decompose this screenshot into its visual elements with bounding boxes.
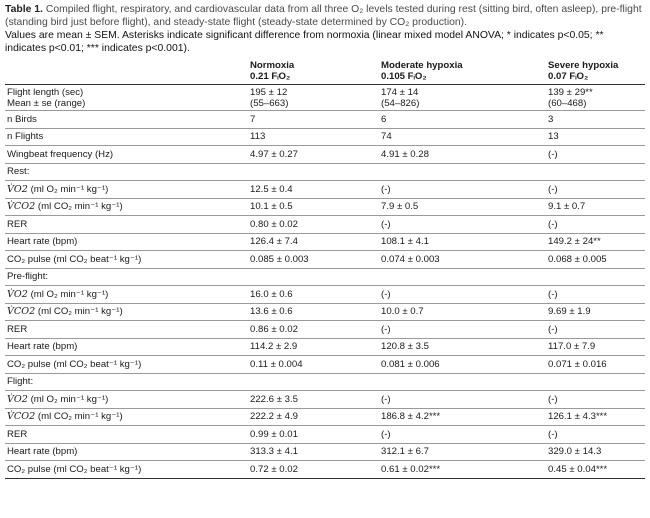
cell-line: (54–826): [381, 97, 420, 109]
cell: (-): [379, 426, 546, 444]
label-unit: (ml O₂ min⁻¹ kg⁻¹): [30, 183, 109, 195]
table-row: [5, 391, 645, 409]
section-preflight: Pre-flight:: [5, 268, 645, 286]
v-co2-symbol: V̇CO2: [7, 411, 36, 423]
caption-text: Compiled flight, respiratory, and cardiovascular data from all three O₂ levels tested during rest (sitting bird, often asleep), pre-flight (standing bird just before flight), and steady-state flight (steady-state determined by CO₂ production).: [5, 4, 642, 28]
table-row: [5, 128, 645, 146]
cell: 16.0 ± 0.6: [248, 286, 379, 304]
row-label: RER: [5, 321, 248, 339]
section-row: [5, 373, 645, 391]
label-line: Mean ± se (range): [7, 97, 86, 109]
label-unit: (ml CO₂ min⁻¹ kg⁻¹): [37, 411, 123, 423]
cell: 0.074 ± 0.003: [379, 251, 546, 269]
row-label: [5, 286, 248, 304]
cell: (-): [546, 286, 645, 304]
cell: 0.86 ± 0.02: [248, 321, 379, 339]
cell: [248, 85, 379, 111]
v-co2-symbol: V̇CO2: [7, 201, 36, 213]
v-o2-symbol: V̇O2: [7, 393, 28, 405]
cell: 0.45 ± 0.04***: [546, 461, 645, 479]
row-label: RER: [5, 426, 248, 444]
cell-line: 174 ± 14: [381, 86, 419, 98]
cell: 222.6 ± 3.5: [248, 391, 379, 409]
cell: 0.80 ± 0.02: [248, 216, 379, 234]
v-co2-symbol: V̇CO2: [7, 306, 36, 318]
cell: [546, 85, 645, 111]
table-row: [5, 111, 645, 129]
header-empty: [5, 59, 248, 85]
cell: 313.3 ± 4.1: [248, 443, 379, 461]
table-row: [5, 181, 645, 199]
column-sub: 0.07 FᵢO₂: [548, 71, 589, 82]
row-label: Heart rate (bpm): [5, 233, 248, 251]
cell: 117.0 ± 7.9: [546, 338, 645, 356]
row-label: [5, 303, 248, 321]
table-row: [5, 426, 645, 444]
table-row: [5, 443, 645, 461]
label-unit: (ml CO₂ min⁻¹ kg⁻¹): [37, 306, 123, 318]
v-o2-symbol: V̇O2: [7, 288, 28, 300]
section-row: [5, 163, 645, 181]
cell: 149.2 ± 24**: [546, 233, 645, 251]
cell: 0.11 ± 0.004: [248, 356, 379, 374]
table-row: [5, 216, 645, 234]
cell-line: (60–468): [548, 97, 587, 109]
row-label: CO₂ pulse (ml CO₂ beat⁻¹ kg⁻¹): [5, 251, 248, 269]
section-flight: Flight:: [5, 373, 645, 391]
cell: (-): [546, 426, 645, 444]
column-name: Normoxia: [250, 60, 295, 71]
column-name: Severe hypoxia: [548, 60, 619, 71]
label-unit: (ml O₂ min⁻¹ kg⁻¹): [30, 288, 109, 300]
cell: 7: [248, 111, 379, 129]
cell: 6: [379, 111, 546, 129]
table-row: [5, 251, 645, 269]
row-label: n Birds: [5, 111, 248, 129]
cell: 9.69 ± 1.9: [546, 303, 645, 321]
row-label: [5, 181, 248, 199]
cell: 7.9 ± 0.5: [379, 198, 546, 216]
header-moderate-hypoxia: [379, 59, 546, 85]
table-caption: [5, 3, 645, 29]
cell: 312.1 ± 6.7: [379, 443, 546, 461]
cell: (-): [379, 181, 546, 199]
column-sub: 0.105 FᵢO₂: [381, 71, 427, 82]
row-label: n Flights: [5, 128, 248, 146]
cell: 4.91 ± 0.28: [379, 146, 546, 164]
table-row: [5, 356, 645, 374]
row-label: CO₂ pulse (ml CO₂ beat⁻¹ kg⁻¹): [5, 461, 248, 479]
header-severe-hypoxia: [546, 59, 645, 85]
cell: 126.4 ± 7.4: [248, 233, 379, 251]
cell: 186.8 ± 4.2***: [379, 408, 546, 426]
cell: 9.1 ± 0.7: [546, 198, 645, 216]
table-row: [5, 233, 645, 251]
section-rest: Rest:: [5, 163, 645, 181]
cell: 114.2 ± 2.9: [248, 338, 379, 356]
cell: 0.081 ± 0.006: [379, 356, 546, 374]
row-label: Wingbeat frequency (Hz): [5, 146, 248, 164]
cell: [379, 85, 546, 111]
cell: 113: [248, 128, 379, 146]
cell: 0.99 ± 0.01: [248, 426, 379, 444]
table-row: [5, 321, 645, 339]
row-label: Heart rate (bpm): [5, 338, 248, 356]
row-label: [5, 198, 248, 216]
cell: (-): [546, 216, 645, 234]
cell: (-): [379, 216, 546, 234]
table-row: [5, 85, 645, 111]
v-o2-symbol: V̇O2: [7, 183, 28, 195]
data-table: [5, 59, 645, 479]
cell: (-): [379, 391, 546, 409]
cell: 4.97 ± 0.27: [248, 146, 379, 164]
cell: 0.61 ± 0.02***: [379, 461, 546, 479]
cell-line: 195 ± 12: [250, 86, 288, 98]
cell-line: (55–663): [250, 97, 289, 109]
cell: (-): [379, 321, 546, 339]
table-row: [5, 146, 645, 164]
cell: 10.0 ± 0.7: [379, 303, 546, 321]
cell: (-): [379, 286, 546, 304]
label-unit: (ml O₂ min⁻¹ kg⁻¹): [30, 393, 109, 405]
cell: 0.72 ± 0.02: [248, 461, 379, 479]
label-unit: (ml CO₂ min⁻¹ kg⁻¹): [37, 201, 123, 213]
row-label: CO₂ pulse (ml CO₂ beat⁻¹ kg⁻¹): [5, 356, 248, 374]
cell: 108.1 ± 4.1: [379, 233, 546, 251]
table-row: [5, 461, 645, 479]
cell-line: 139 ± 29**: [548, 86, 593, 98]
cell: (-): [546, 391, 645, 409]
cell: 10.1 ± 0.5: [248, 198, 379, 216]
header-row: [5, 59, 645, 85]
cell: 0.071 ± 0.016: [546, 356, 645, 374]
cell: 0.068 ± 0.005: [546, 251, 645, 269]
cell: 3: [546, 111, 645, 129]
cell: 329.0 ± 14.3: [546, 443, 645, 461]
cell: 13.6 ± 0.6: [248, 303, 379, 321]
section-row: [5, 268, 645, 286]
header-normoxia: [248, 59, 379, 85]
label-line: Flight length (sec): [7, 86, 84, 98]
cell: 222.2 ± 4.9: [248, 408, 379, 426]
cell: (-): [546, 321, 645, 339]
row-label: [5, 391, 248, 409]
row-label: [5, 408, 248, 426]
column-name: Moderate hypoxia: [381, 60, 463, 71]
cell: 13: [546, 128, 645, 146]
cell: 120.8 ± 3.5: [379, 338, 546, 356]
row-label: RER: [5, 216, 248, 234]
row-label: Heart rate (bpm): [5, 443, 248, 461]
table-row: [5, 286, 645, 304]
cell: 12.5 ± 0.4: [248, 181, 379, 199]
table-row: [5, 303, 645, 321]
cell: 74: [379, 128, 546, 146]
table-row: [5, 338, 645, 356]
row-label: [5, 85, 248, 111]
cell: (-): [546, 146, 645, 164]
cell: 126.1 ± 4.3***: [546, 408, 645, 426]
cell: (-): [546, 181, 645, 199]
table-row: [5, 198, 645, 216]
column-sub: 0.21 FᵢO₂: [250, 71, 291, 82]
table-row: [5, 408, 645, 426]
table-note: Values are mean ± SEM. Asterisks indicate significant difference from normoxia (linear mixed model ANOVA; * indicates p<0.05; ** indicates p<0.01; *** indicates p<0.001).: [5, 30, 604, 54]
cell: 0.085 ± 0.003: [248, 251, 379, 269]
table-label: Table 1.: [5, 4, 43, 15]
